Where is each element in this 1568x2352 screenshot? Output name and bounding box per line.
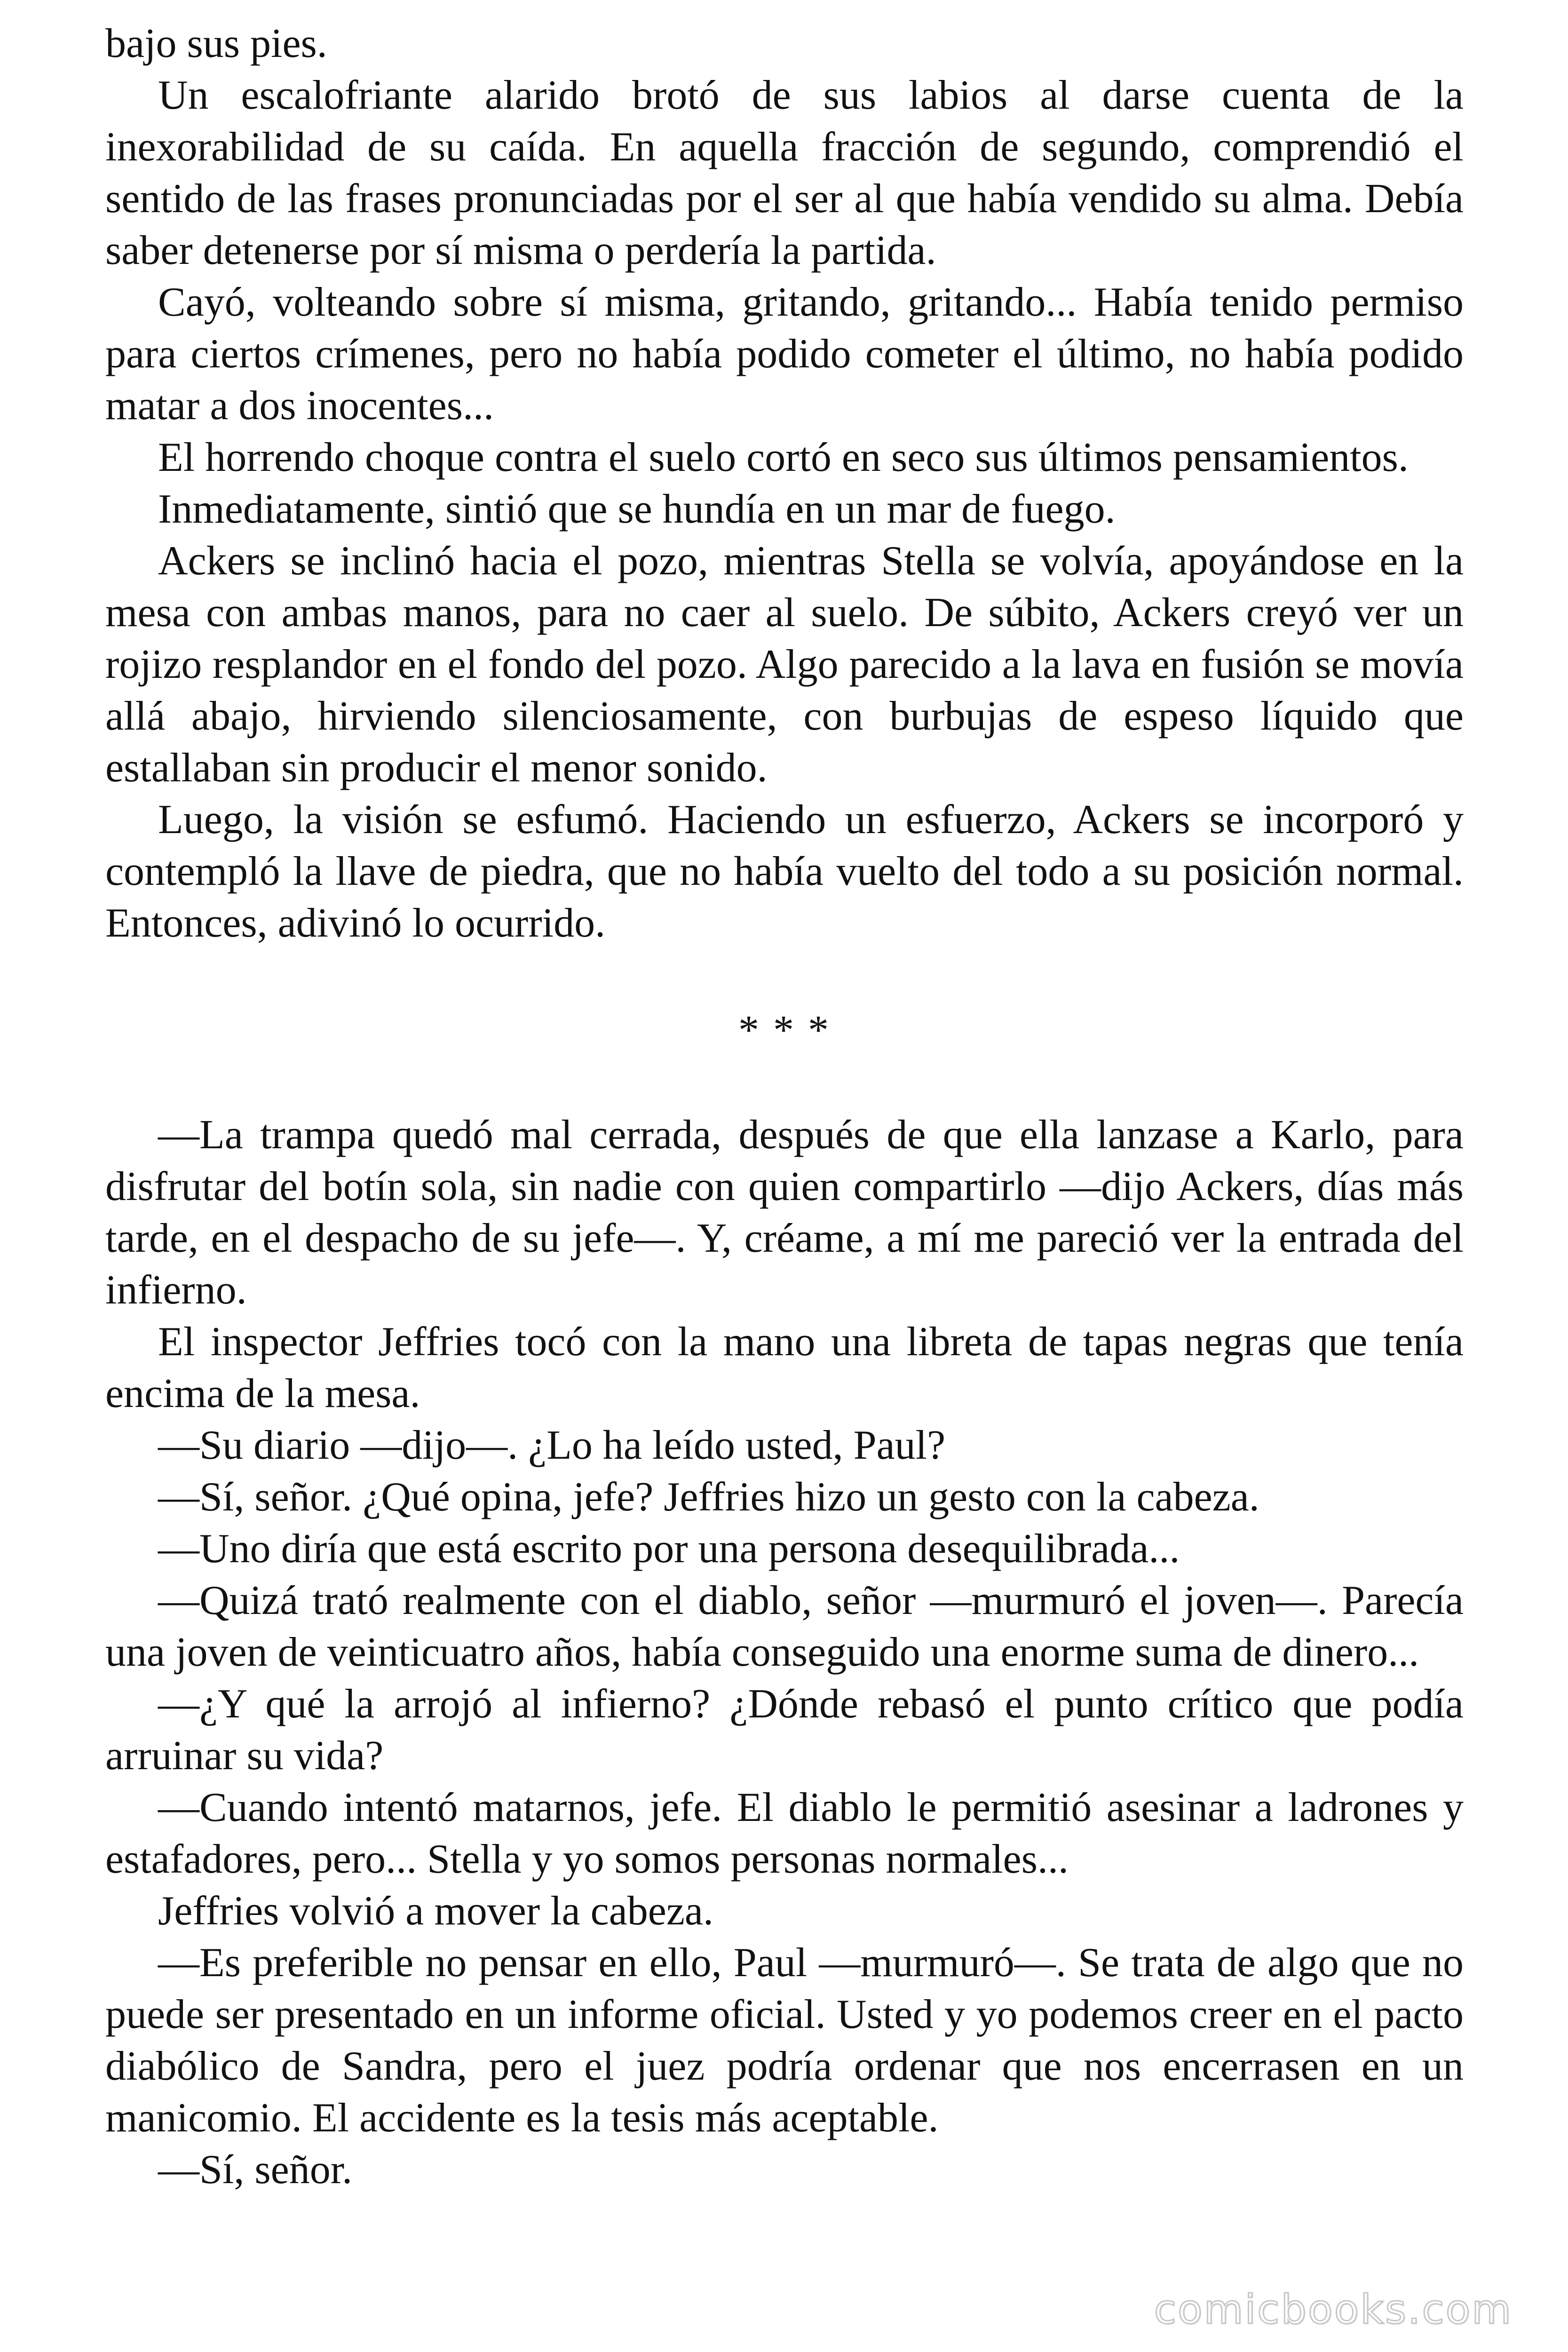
paragraph-inspector: El inspector Jeffries tocó con la mano una libreta de tapas negras que tenía encima de la mesa.	[105, 1319, 1464, 1416]
paragraph-fire: Inmediatamente, sintió que se hundía en un mar de fuego.	[158, 486, 1116, 532]
paragraph-well: Ackers se inclinó hacia el pozo, mientras Stella se volvía, apoyándose en la mesa con ambas manos, para no caer al suelo. De súbito, Ackers creyó ver un rojizo resplandor en el fondo del pozo. Algo parecido a la lava en fusión se movía allá abajo, hirviendo silenciosamente, con burbujas de espeso líquido que estallaban sin producir el menor sonido.	[105, 538, 1464, 791]
paragraph-fall: Cayó, volteando sobre sí misma, gritando, gritando... Había tenido permiso para ciertos crímenes, pero no había podido cometer el último, no había podido matar a dos inocentes...	[105, 279, 1464, 429]
paragraph-vision: Luego, la visión se esfumó. Haciendo un esfuerzo, Ackers se incorporó y contempló la llave de piedra, que no había vuelto del todo a su posición normal. Entonces, adivinó lo ocurrido.	[105, 797, 1464, 946]
book-page	[105, 18, 1464, 2196]
paragraph-final: —Sí, señor.	[158, 2147, 353, 2193]
paragraph-question: —¿Y qué la arrojó al infierno? ¿Dónde rebasó el punto crítico que podía arruinar su vida?	[105, 1681, 1464, 1779]
paragraph-head-shake: Jeffries volvió a mover la cabeza.	[158, 1888, 713, 1934]
paragraph-impact: El horrendo choque contra el suelo cortó en seco sus últimos pensamientos.	[158, 435, 1409, 480]
paragraph-scream: Un escalofriante alarido brotó de sus labios al darse cuenta de la inexorabilidad de su caída. En aquella fracción de segundo, comprendió el sentido de las frases pronunciadas por el ser al que había vendido su alma. Debía saber detenerse por sí misma o perdería la partida.	[105, 72, 1464, 273]
watermark-logo: comicbooks.com	[1154, 2286, 1513, 2333]
paragraph-trap: —La trampa quedó mal cerrada, después de que ella lanzase a Karlo, para disfrutar del botín sola, sin nadie con quien compartirlo —dijo Ackers, días más tarde, en el despacho de su jefe—. Y, créame, a mí me pareció ver la entrada del infierno.	[105, 1112, 1464, 1313]
paragraph-devil: —Quizá trató realmente con el diablo, señor —murmuró el joven—. Parecía una joven de veinticuatro años, había conseguido una enorme suma de dinero...	[105, 1578, 1464, 1675]
paragraph-opinion: —Sí, señor. ¿Qué opina, jefe? Jeffries hizo un gesto con la cabeza.	[158, 1474, 1259, 1520]
paragraph-conclusion: —Es preferible no pensar en ello, Paul —murmuró—. Se trata de algo que no puede ser presentado en un informe oficial. Usted y yo podemos creer en el pacto diabólico de Sandra, pero el juez podría ordenar que nos encerrasen en un manicomio. El accidente es la tesis más aceptable.	[105, 1940, 1464, 2141]
paragraph-continuation: bajo sus pies.	[105, 21, 327, 66]
section-break: * * *	[738, 1008, 831, 1053]
paragraph-answer: —Cuando intentó matarnos, jefe. El diablo le permitió asesinar a ladrones y estafadores, pero... Stella y yo somos personas normales...	[105, 1785, 1464, 1882]
paragraph-unbalanced: —Uno diría que está escrito por una persona desequilibrada...	[158, 1526, 1180, 1572]
paragraph-diary: —Su diario —dijo—. ¿Lo ha leído usted, Paul?	[158, 1422, 946, 1468]
